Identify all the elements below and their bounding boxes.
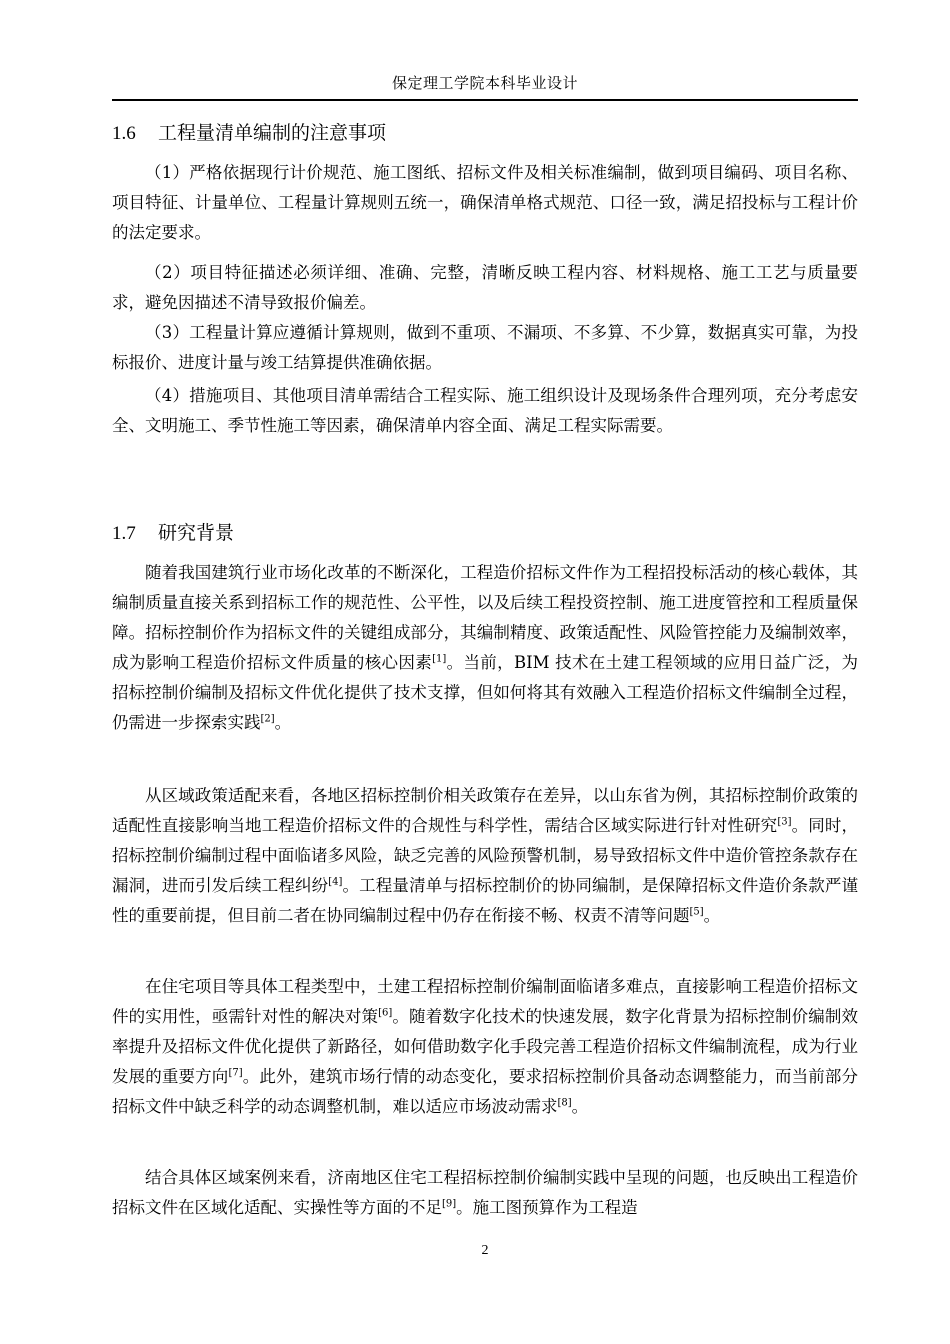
- section-heading-1-7: [112, 518, 234, 545]
- body-paragraph: [112, 1163, 858, 1223]
- citation: [6]: [378, 1007, 393, 1019]
- list-item: （4）措施项目、其他项目清单需结合工程实际、施工组织设计及现场条件合理列项，充分考虑安全、文明施工、季节性施工等因素，确保清单内容全面、满足工程实际需要。: [112, 386, 858, 435]
- citation: [5]: [689, 906, 704, 918]
- text-run: 。此外，建筑市场行情的动态变化，要求招标控制价具备动态调整能力，而当前部分招标文件中缺乏科学的动态调整机制，难以适应市场波动需求: [112, 1067, 859, 1116]
- text-run: 随着我国建筑行业市场化改革的不断深化，工程造价招标文件作为工程招投标活动的核心载体，其编制质量直接关系到招标工作的规范性、公平性，以及后续工程投资控制、施工进度管控和工程质量保障。招标控制价作为招标文件的关键组成部分，其编制精度、政策适配性、风险管控能力及编制效率，成为影响工程造价招标文件质量的核心因素: [112, 563, 858, 672]
- citation: [4]: [328, 876, 343, 888]
- section-heading-1-6: [112, 118, 386, 145]
- section-title: 研究背景: [158, 522, 235, 544]
- text-run: 。同时，招标控制价编制过程中面临诸多风险，缺乏完善的风险预警机制，易导致招标文件中造价管控条款存在漏洞，进而引发后续工程纠纷: [112, 816, 859, 895]
- page-number: 2: [481, 1243, 489, 1258]
- list-item: （1）严格依据现行计价规范、施工图纸、招标文件及相关标准编制，做到项目编码、项目名称、项目特征、计量单位、工程量计算规则五统一，确保清单格式规范、口径一致，满足招投标与工程计价的法定要求。: [112, 163, 858, 242]
- citation: [2]: [260, 713, 275, 725]
- text-run: 。: [571, 1097, 589, 1116]
- citation: [7]: [228, 1067, 243, 1079]
- text-run: 。: [703, 906, 721, 925]
- section-number: 1.6: [112, 123, 136, 144]
- text-run: 。随着数字化技术的快速发展，数字化背景为招标控制价编制效率提升及招标文件优化提供了新路径，如何借助数字化手段完善工程造价招标文件编制流程，成为行业发展的重要方向: [112, 1007, 859, 1086]
- list-item: （2）项目特征描述必须详细、准确、完整，清晰反映工程内容、材料规格、施工工艺与质量要求，避免因描述不清导致报价偏差。: [112, 263, 858, 312]
- text-run: 。当前，BIM 技术在土建工程领域的应用日益广泛，为招标控制价编制及招标文件优化提供了技术支撑，但如何将其有效融入工程造价招标文件编制全过程，仍需进一步探索实践: [112, 653, 858, 732]
- section-title: 工程量清单编制的注意事项: [158, 122, 387, 144]
- citation: [8]: [557, 1097, 572, 1109]
- citation: [9]: [442, 1198, 457, 1210]
- running-header: 保定理工学院本科毕业设计: [391, 74, 578, 92]
- body-paragraph: [112, 781, 858, 931]
- text-run: 从区域政策适配来看，各地区招标控制价相关政策存在差异，以山东省为例，其招标控制价政策的适配性直接影响当地工程造价招标文件的合规性与科学性，需结合区域实际进行针对性研究: [112, 786, 858, 835]
- text-run: 。: [274, 713, 292, 732]
- citation: [1]: [432, 653, 447, 665]
- section-number: 1.7: [112, 523, 136, 544]
- citation: [3]: [777, 816, 792, 828]
- text-run: 在住宅项目等具体工程类型中，土建工程招标控制价编制面临诸多难点，直接影响工程造价招标文件的实用性，亟需针对性的解决对策: [112, 977, 858, 1026]
- text-run: 。施工图预算作为工程造: [456, 1198, 638, 1217]
- body-paragraph: [112, 972, 858, 1122]
- text-run: 结合具体区域案例来看，济南地区住宅工程招标控制价编制实践中呈现的问题，也反映出工程造价招标文件在区域化适配、实操性等方面的不足: [112, 1168, 858, 1217]
- body-paragraph: [112, 558, 858, 738]
- list-item: （3）工程量计算应遵循计算规则，做到不重项、不漏项、不多算、不少算，数据真实可靠，为投标报价、进度计量与竣工结算提供准确依据。: [112, 323, 858, 372]
- text-run: 。工程量清单与招标控制价的协同编制，是保障招标文件造价条款严谨性的重要前提，但目前二者在协同编制过程中仍存在衔接不畅、权责不清等问题: [112, 876, 859, 925]
- header-rule: [112, 99, 858, 101]
